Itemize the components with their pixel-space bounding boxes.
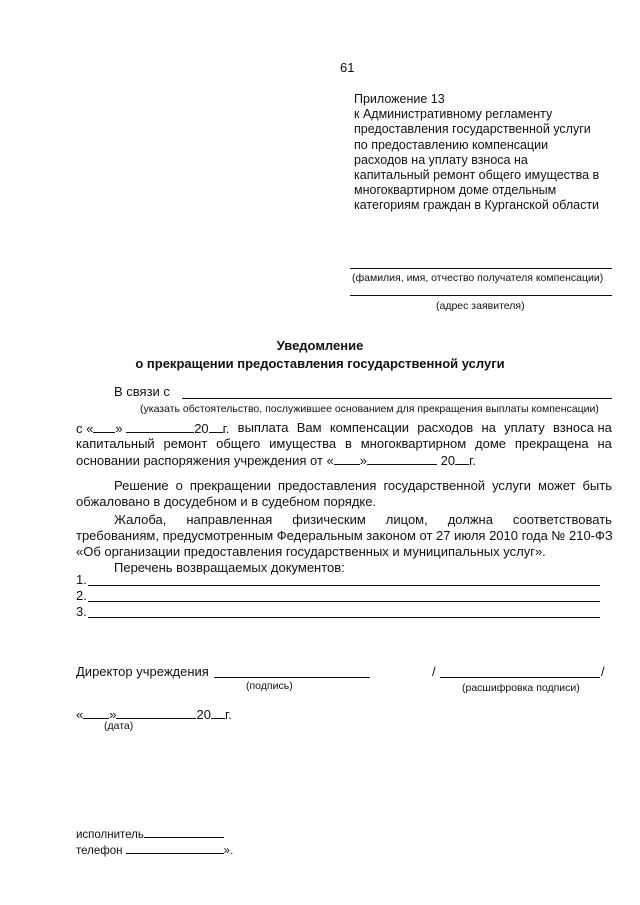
payment-line-3: основании распоряжения учреждения от « » 20 г.: [76, 453, 476, 468]
order-day-blank[interactable]: [334, 452, 360, 465]
document-item-number: 3.: [76, 604, 87, 619]
date-month-blank[interactable]: [116, 706, 196, 719]
year-blank[interactable]: [209, 420, 223, 433]
payment-date-prefix: с « » 20 г.: [76, 421, 230, 436]
recipient-name-line[interactable]: [350, 268, 612, 269]
document-item-line[interactable]: [88, 617, 600, 618]
page-number: 61: [340, 60, 355, 75]
appendix-line: многоквартирном доме отдельным: [354, 183, 557, 198]
executor-field: исполнитель: [76, 826, 224, 841]
month-blank[interactable]: [126, 420, 194, 433]
reason-line[interactable]: [182, 398, 612, 399]
signature-line[interactable]: [214, 677, 370, 678]
in-connection-label: В связи с: [114, 384, 170, 399]
appendix-line: к Административному регламенту: [354, 107, 553, 122]
appendix-header: [354, 92, 599, 214]
appendix-line: капитальный ремонт общего имущества в: [354, 168, 600, 183]
complaint-line-2: требованиям, предусмотренным Федеральным законом от 27 июля 2010 года № 210-ФЗ: [76, 528, 613, 543]
recipient-address-line[interactable]: [350, 295, 612, 296]
order-year-blank[interactable]: [455, 452, 469, 465]
document-item-line[interactable]: [88, 585, 600, 586]
appendix-line: расходов на уплату взноса на: [354, 152, 528, 167]
appendix-line: Приложение 13: [354, 92, 445, 106]
appendix-line: категориям граждан в Курганской области: [354, 198, 600, 213]
director-label: Директор учреждения: [76, 664, 209, 679]
documents-list-title: Перечень возвращаемых документов:: [114, 560, 345, 575]
signature-caption: (подпись): [246, 680, 293, 692]
date-day-blank[interactable]: [83, 706, 109, 719]
appendix-line: по предоставлению компенсации: [354, 137, 549, 152]
complaint-line-1: Жалоба, направленная физическим лицом, должна соответствовать: [114, 512, 612, 527]
document-item-line[interactable]: [88, 601, 600, 602]
document-item-number: 2.: [76, 588, 87, 603]
date-year-blank[interactable]: [211, 706, 225, 719]
recipient-name-caption: (фамилия, имя, отчество получателя компенсации): [352, 272, 604, 284]
order-month-blank[interactable]: [367, 452, 437, 465]
appeal-line-2: обжаловано в досудебном и в судебном порядке.: [76, 494, 377, 509]
phone-blank[interactable]: [126, 842, 224, 854]
appendix-line: предоставления государственной услуги: [354, 122, 591, 137]
complaint-line-3: «Об организации предоставления государственных и муниципальных услуг».: [76, 544, 546, 559]
recipient-address-caption: (адрес заявителя): [436, 300, 525, 312]
day-blank[interactable]: [93, 420, 115, 433]
signature-decoding-line[interactable]: [440, 677, 600, 678]
reason-caption: (указать обстоятельство, послужившее основанием для прекращения выплаты компенсации): [140, 403, 599, 415]
payment-line-1: с « » 20 г. выплата Вам компенсации расходов на уплату взноса на: [76, 420, 612, 436]
slash-right: /: [601, 664, 605, 679]
notice-title: Уведомление: [276, 338, 364, 353]
appeal-line-1: Решение о прекращении предоставления государственной услуги может быть: [114, 478, 612, 493]
executor-blank[interactable]: [144, 826, 224, 838]
notice-subtitle: о прекращении предоставления государственной услуги: [135, 356, 505, 371]
document-item-number: 1.: [76, 572, 87, 587]
payment-line-2: капитальный ремонт общего имущества в многоквартирном доме прекращена на: [76, 436, 612, 451]
date-caption: (дата): [104, 720, 134, 732]
date-field: « » 20 г.: [76, 707, 232, 722]
slash-left: /: [432, 664, 436, 679]
phone-field: телефон ».: [76, 842, 233, 857]
decoding-caption: (расшифровка подписи): [462, 682, 580, 694]
